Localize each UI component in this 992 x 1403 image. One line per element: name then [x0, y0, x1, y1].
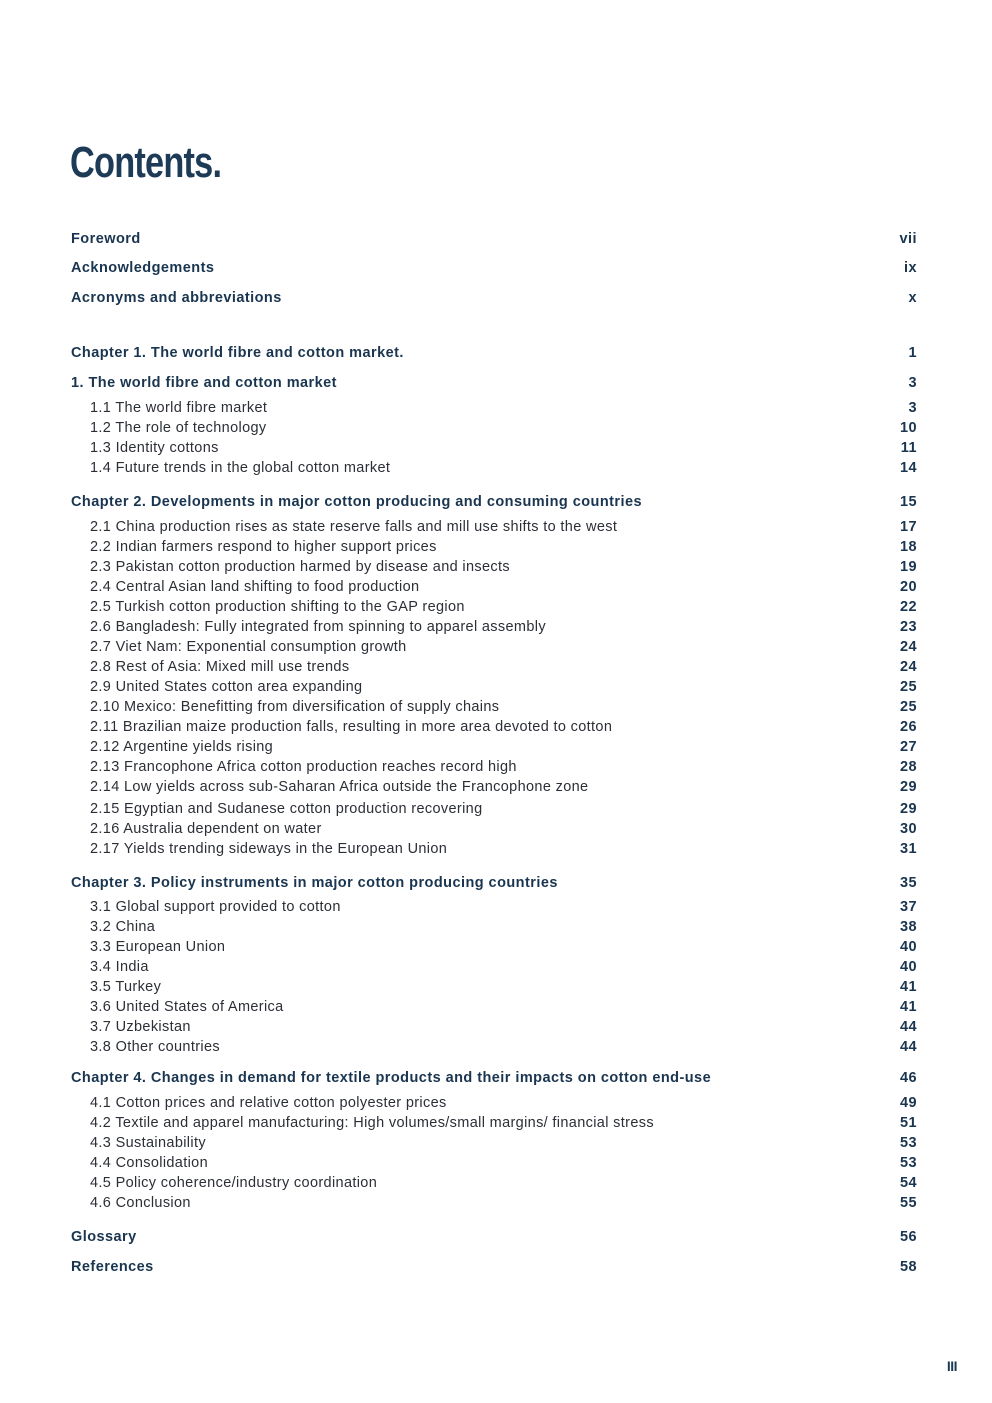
toc-entry-1-2[interactable]	[71, 418, 917, 438]
toc-entry-page: 24	[899, 659, 917, 675]
toc-entry-page: 54	[899, 1175, 917, 1191]
toc-entry-title: 2.8 Rest of Asia: Mixed mill use trends	[90, 659, 350, 675]
toc-entry-1-1[interactable]	[71, 398, 917, 418]
toc-entry-page: ix	[904, 260, 917, 276]
toc-entry-page: 19	[899, 559, 917, 575]
toc-entry-page: 20	[899, 579, 917, 595]
toc-entry-page: 3	[908, 375, 917, 391]
toc-entry-2-11[interactable]	[71, 717, 917, 737]
toc-entry-3-7[interactable]	[71, 1017, 917, 1037]
toc-entry-title: 2.4 Central Asian land shifting to food production	[90, 579, 420, 595]
toc-entry-title: 2.17 Yields trending sideways in the European Union	[90, 841, 448, 857]
toc-entry-chapter-3[interactable]	[71, 873, 917, 893]
toc-entry-title: Acronyms and abbreviations	[71, 290, 282, 306]
toc-entry-3-8[interactable]	[71, 1037, 917, 1057]
toc-entry-title: 4.1 Cotton prices and relative cotton polyester prices	[90, 1095, 447, 1111]
toc-entry-page: 46	[899, 1070, 917, 1086]
toc-entry-4-2[interactable]	[71, 1113, 917, 1133]
toc-entry-title: 4.4 Consolidation	[90, 1155, 208, 1171]
toc-entry-title: 1.1 The world fibre market	[90, 400, 268, 416]
toc-entry-title: 2.2 Indian farmers respond to higher support prices	[90, 539, 437, 555]
toc-entry-4-6[interactable]	[71, 1193, 917, 1213]
toc-entry-page: 41	[899, 999, 917, 1015]
toc-entry-page: 30	[899, 821, 917, 837]
toc-entry-title: Chapter 3. Policy instruments in major cotton producing countries	[71, 875, 558, 891]
toc-entry-title: 1. The world fibre and cotton market	[71, 375, 337, 391]
toc-entry-page: 29	[899, 801, 917, 817]
toc-entry-chapter-2[interactable]	[71, 492, 917, 512]
toc-entry-title: Chapter 2. Developments in major cotton producing and consuming countries	[71, 494, 643, 510]
toc-entry-2-8[interactable]	[71, 657, 917, 677]
toc-entry-title: 2.14 Low yields across sub-Saharan Africa outside the Francophone zone	[90, 779, 589, 795]
toc-entry-2-1[interactable]	[71, 517, 917, 537]
toc-entry-page: 23	[899, 619, 917, 635]
toc-entry-chapter-4[interactable]	[71, 1068, 917, 1088]
toc-entry-4-1[interactable]	[71, 1093, 917, 1113]
toc-entry-title: 3.3 European Union	[90, 939, 226, 955]
toc-entry-page: 10	[899, 420, 917, 436]
toc-entry-2-4[interactable]	[71, 577, 917, 597]
toc-entry-page: 14	[899, 460, 917, 476]
toc-entry-title: 3.8 Other countries	[90, 1039, 220, 1055]
toc-entry-foreword[interactable]	[71, 229, 917, 249]
toc-entry-page: x	[908, 290, 917, 306]
toc-entry-2-2[interactable]	[71, 537, 917, 557]
toc-entry-page: 40	[899, 959, 917, 975]
toc-entry-page: 26	[899, 719, 917, 735]
toc-entry-page: vii	[899, 231, 917, 247]
toc-entry-page: 1	[908, 345, 917, 361]
toc-entry-title: 2.12 Argentine yields rising	[90, 739, 274, 755]
toc-entry-page: 18	[899, 539, 917, 555]
toc-entry-2-9[interactable]	[71, 677, 917, 697]
toc-entry-page: 27	[899, 739, 917, 755]
page-title: Contents.	[70, 138, 222, 187]
toc-entry-2-12[interactable]	[71, 737, 917, 757]
toc-entry-title: References	[71, 1259, 154, 1275]
toc-entry-title: 2.3 Pakistan cotton production harmed by disease and insects	[90, 559, 510, 575]
toc-entry-page: 53	[899, 1135, 917, 1151]
toc-entry-2-14[interactable]	[71, 777, 917, 797]
toc-entry-title: 2.9 United States cotton area expanding	[90, 679, 363, 695]
toc-entry-2-3[interactable]	[71, 557, 917, 577]
toc-entry-references[interactable]	[71, 1257, 917, 1277]
toc-entry-title: 2.16 Australia dependent on water	[90, 821, 322, 837]
toc-entry-3-1[interactable]	[71, 897, 917, 917]
toc-entry-3-3[interactable]	[71, 937, 917, 957]
toc-entry-title: 3.6 United States of America	[90, 999, 284, 1015]
toc-entry-1-4[interactable]	[71, 458, 917, 478]
toc-entry-title: 4.5 Policy coherence/industry coordination	[90, 1175, 378, 1191]
page-number: III	[946, 1358, 957, 1374]
toc-entry-2-13[interactable]	[71, 757, 917, 777]
toc-entry-2-6[interactable]	[71, 617, 917, 637]
toc-entry-chapter-1[interactable]	[71, 343, 917, 363]
toc-entry-4-3[interactable]	[71, 1133, 917, 1153]
toc-entry-title: 1.2 The role of technology	[90, 420, 267, 436]
toc-entry-title: Foreword	[71, 231, 141, 247]
toc-entry-4-5[interactable]	[71, 1173, 917, 1193]
toc-entry-3-5[interactable]	[71, 977, 917, 997]
toc-entry-glossary[interactable]	[71, 1227, 917, 1247]
toc-entry-page: 25	[899, 699, 917, 715]
toc-entry-page: 55	[899, 1195, 917, 1211]
toc-entry-title: 2.7 Viet Nam: Exponential consumption growth	[90, 639, 407, 655]
toc-entry-title: Chapter 1. The world fibre and cotton market.	[71, 345, 404, 361]
toc-entry-title: 3.5 Turkey	[90, 979, 162, 995]
toc-entry-3-2[interactable]	[71, 917, 917, 937]
toc-entry-page: 41	[899, 979, 917, 995]
toc-entry-page: 31	[899, 841, 917, 857]
toc-entry-title: 3.7 Uzbekistan	[90, 1019, 191, 1035]
toc-entry-acknowledgements[interactable]	[71, 258, 917, 278]
toc-entry-page: 40	[899, 939, 917, 955]
toc-entry-title: 2.15 Egyptian and Sudanese cotton production recovering	[90, 801, 483, 817]
toc-entry-title: 2.1 China production rises as state reserve falls and mill use shifts to the west	[90, 519, 618, 535]
toc-entry-page: 28	[899, 759, 917, 775]
toc-entry-title: 3.4 India	[90, 959, 149, 975]
toc-entry-title: Glossary	[71, 1229, 137, 1245]
toc-entry-2-16[interactable]	[71, 819, 917, 839]
toc-entry-page: 56	[899, 1229, 917, 1245]
toc-entry-title: 2.5 Turkish cotton production shifting to the GAP region	[90, 599, 465, 615]
toc-entry-2-17[interactable]	[71, 839, 917, 859]
toc-entry-acronyms[interactable]	[71, 288, 917, 308]
toc-entry-1-3[interactable]	[71, 438, 917, 458]
toc-entry-page: 15	[899, 494, 917, 510]
toc-entry-section-1[interactable]	[71, 373, 917, 393]
toc-entry-title: 3.2 China	[90, 919, 156, 935]
toc-entry-3-6[interactable]	[71, 997, 917, 1017]
toc-entry-2-10[interactable]	[71, 697, 917, 717]
toc-entry-page: 3	[908, 400, 917, 416]
toc-entry-2-7[interactable]	[71, 637, 917, 657]
toc-entry-page: 51	[899, 1115, 917, 1131]
toc-entry-title: 2.11 Brazilian maize production falls, resulting in more area devoted to cotton	[90, 719, 613, 735]
toc-entry-page: 29	[899, 779, 917, 795]
toc-entry-page: 11	[900, 440, 917, 456]
toc-entry-page: 44	[899, 1039, 917, 1055]
toc-entry-title: 2.10 Mexico: Benefitting from diversification of supply chains	[90, 699, 500, 715]
toc-entry-2-5[interactable]	[71, 597, 917, 617]
toc-entry-title: 4.2 Textile and apparel manufacturing: High volumes/small margins/ financial stress	[90, 1115, 654, 1131]
toc-entry-page: 35	[899, 875, 917, 891]
toc-entry-title: Acknowledgements	[71, 260, 215, 276]
toc-entry-title: 1.3 Identity cottons	[90, 440, 219, 456]
toc-entry-title: 3.1 Global support provided to cotton	[90, 899, 341, 915]
toc-entry-page: 58	[899, 1259, 917, 1275]
toc-entry-title: Chapter 4. Changes in demand for textile products and their impacts on cotton end-use	[71, 1070, 712, 1086]
toc-entry-page: 24	[899, 639, 917, 655]
toc-entry-4-4[interactable]	[71, 1153, 917, 1173]
toc-entry-page: 44	[899, 1019, 917, 1035]
toc-entry-title: 4.6 Conclusion	[90, 1195, 191, 1211]
toc-entry-page: 38	[899, 919, 917, 935]
toc-entry-page: 22	[899, 599, 917, 615]
toc-entry-title: 1.4 Future trends in the global cotton market	[90, 460, 391, 476]
toc-entry-3-4[interactable]	[71, 957, 917, 977]
toc-entry-page: 49	[899, 1095, 917, 1111]
toc-entry-2-15[interactable]	[71, 799, 917, 819]
toc-entry-title: 2.6 Bangladesh: Fully integrated from spinning to apparel assembly	[90, 619, 546, 635]
toc-entry-page: 37	[899, 899, 917, 915]
toc-entry-title: 4.3 Sustainability	[90, 1135, 206, 1151]
toc-entry-title: 2.13 Francophone Africa cotton production reaches record high	[90, 759, 517, 775]
toc-entry-page: 53	[899, 1155, 917, 1171]
toc-entry-page: 25	[899, 679, 917, 695]
toc-entry-page: 17	[899, 519, 917, 535]
